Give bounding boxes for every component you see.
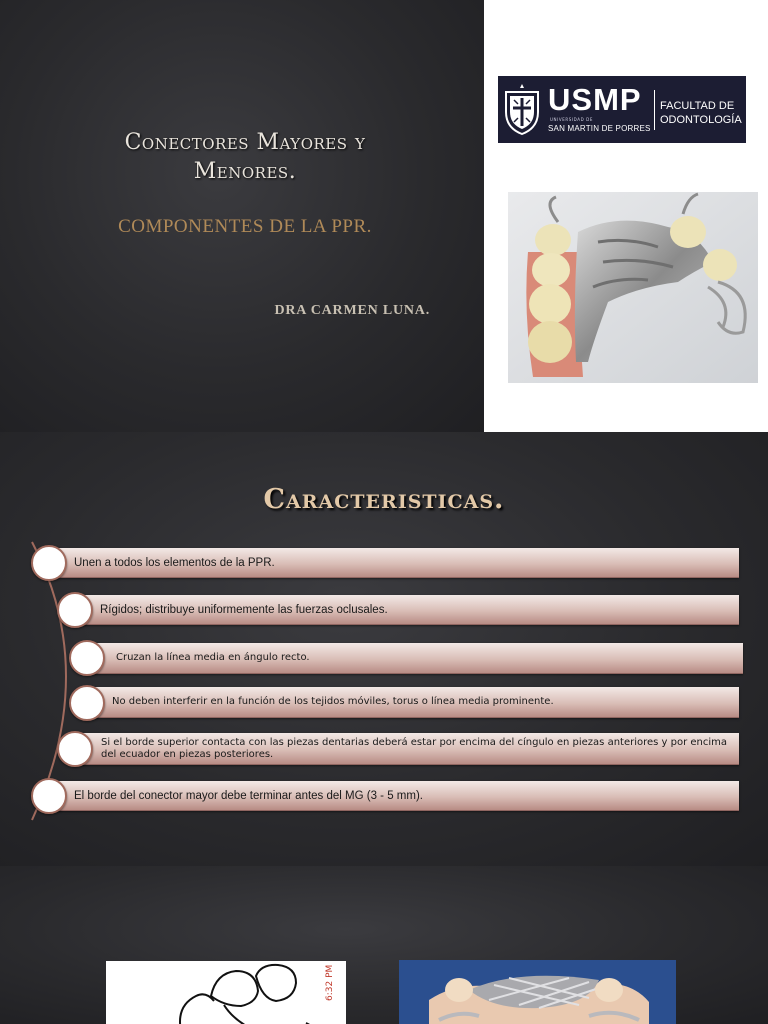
presentation-author: DRA CARMEN LUNA. <box>274 303 430 318</box>
characteristic-item-3 <box>87 643 743 674</box>
characteristic-item-1 <box>50 548 739 578</box>
university-shield-icon <box>502 82 542 136</box>
bullet-circle-6 <box>31 778 67 814</box>
characteristic-item-5 <box>75 733 739 765</box>
bullet-circle-2 <box>57 592 93 628</box>
characteristics-title: Caracteristicas. <box>263 484 505 515</box>
title-slide <box>0 0 768 432</box>
presentation-title-line2: Menores. <box>193 159 297 184</box>
bullet-circle-4 <box>69 685 105 721</box>
logo-divider <box>654 90 655 130</box>
partial-denture-photo <box>508 192 758 383</box>
characteristic-item-text: El borde del conector mayor debe terminar antes del MG (3 - 5 mm). <box>74 789 423 802</box>
presentation-subtitle: COMPONENTES DE LA PPR. <box>118 216 372 237</box>
connector-drawing-image <box>106 961 346 1024</box>
usmp-logo <box>498 76 746 143</box>
logo-usmp-text: USMP <box>548 82 642 117</box>
drawing-timestamp: 6:32 PM <box>325 964 335 1001</box>
characteristics-slide <box>0 432 768 866</box>
characteristic-item-6 <box>50 781 739 811</box>
characteristic-item-4 <box>87 687 739 718</box>
characteristic-item-text: Cruzan la línea media en ángulo recto. <box>116 652 310 663</box>
characteristic-item-text: Rígidos; distribuye uniformemente las fuerzas oclusales. <box>100 603 388 616</box>
logo-university-small: UNIVERSIDAD DE <box>550 117 593 122</box>
characteristic-item-text: Unen a todos los elementos de la PPR. <box>74 556 275 569</box>
bullet-circle-3 <box>69 640 105 676</box>
images-slide <box>0 866 768 1024</box>
logo-faculty-line2: ODONTOLOGÍA <box>660 114 742 126</box>
logo-faculty-line1: FACULTAD DE <box>660 100 735 112</box>
bullet-circle-5 <box>57 731 93 767</box>
characteristic-item-2 <box>75 595 739 625</box>
characteristic-item-text: Si el borde superior contacta con las piezas dentarias deberá estar por encima del cíngulo en piezas anteriores y por encima del ecuador en piezas posteriores. <box>101 736 728 760</box>
characteristic-item-text: No deben interferir en la función de los tejidos móviles, torus o línea media prominente. <box>112 696 554 707</box>
logo-university-name: SAN MARTIN DE PORRES <box>548 124 651 133</box>
presentation-title-line1: Conectores Mayores y <box>124 130 366 155</box>
bullet-circle-1 <box>31 545 67 581</box>
presentation-title <box>40 128 450 186</box>
lattice-framework-photo <box>399 960 676 1024</box>
connector-sketch <box>106 961 346 1024</box>
